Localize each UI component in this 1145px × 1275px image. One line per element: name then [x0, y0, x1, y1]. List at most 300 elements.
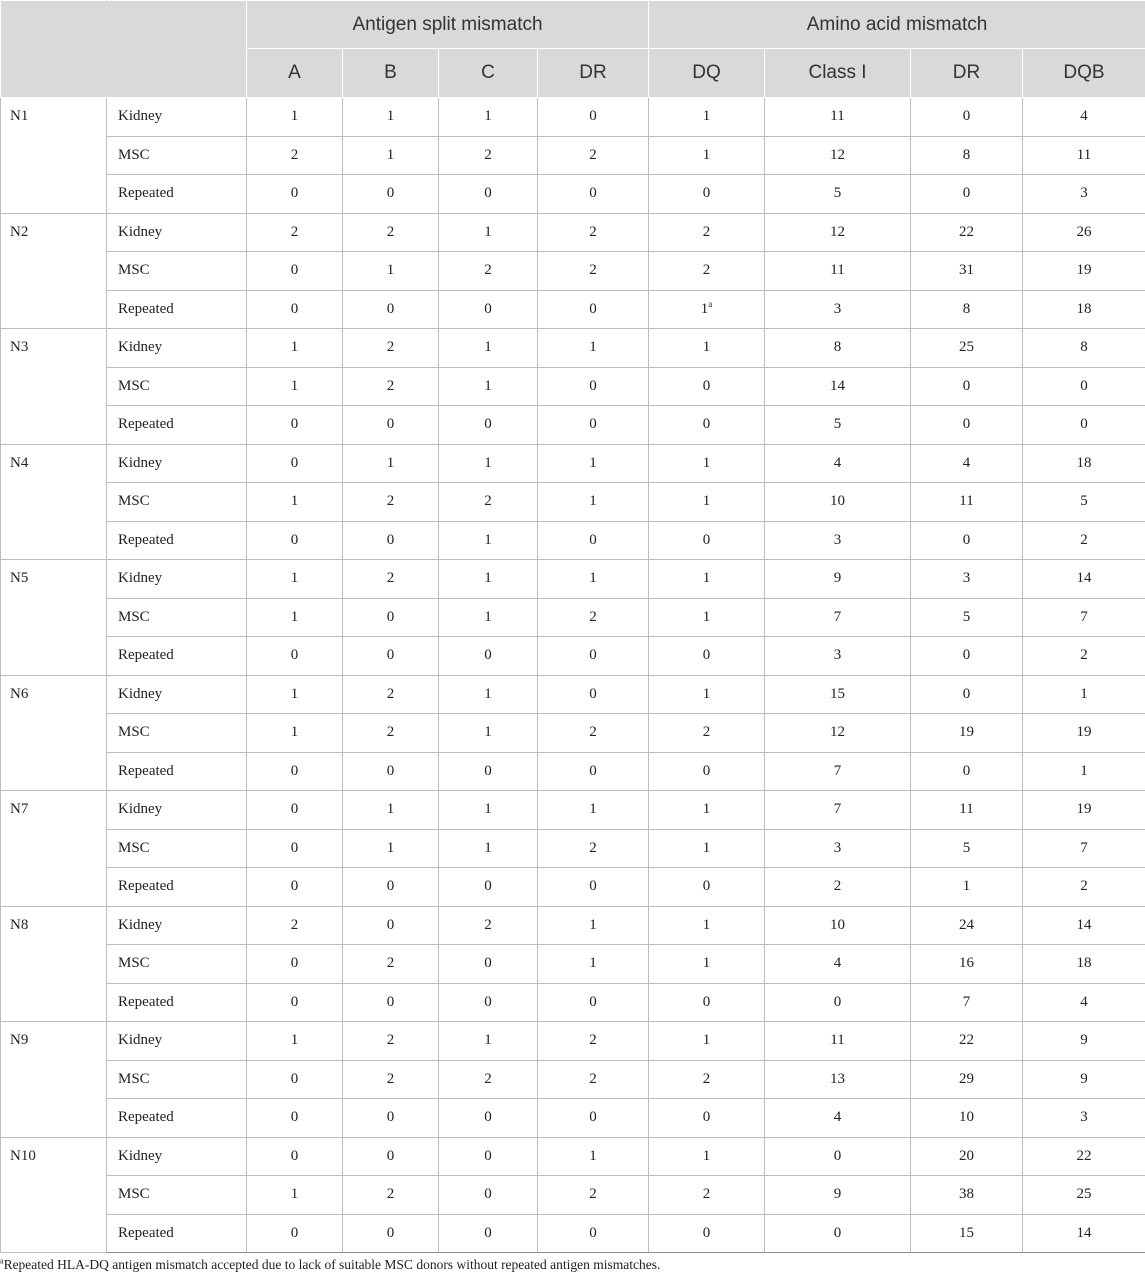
cell-value: 0: [702, 993, 711, 1010]
value-cell-c: [439, 714, 538, 753]
value-cell-dqb: [1023, 175, 1145, 214]
value-cell-a: [247, 290, 343, 329]
value-cell-class-i: [765, 752, 911, 791]
cell-value: 29: [959, 1070, 975, 1087]
cell-value: 0: [702, 416, 711, 433]
cell-value: 22: [1076, 1147, 1092, 1164]
cell-value: 2: [1080, 878, 1088, 895]
value-cell-class-i: [765, 98, 911, 137]
value-cell-dq: [649, 752, 765, 791]
cell-value: 5: [962, 608, 971, 625]
cell-value: 1: [702, 339, 711, 356]
value-cell-dqb: [1023, 983, 1145, 1022]
value-cell-a: [247, 1022, 343, 1061]
value-cell-dr: [538, 98, 649, 137]
value-cell-dr: [538, 752, 649, 791]
value-cell-b: [343, 367, 439, 406]
cell-value: 0: [589, 185, 597, 202]
cell-value: 2: [589, 1070, 597, 1087]
cell-value: 2: [386, 339, 395, 356]
cell-value: 1: [702, 1147, 711, 1164]
value-cell-c: [439, 406, 538, 445]
value-cell-dqb: [1023, 1060, 1145, 1099]
cell-value: 0: [290, 1147, 299, 1164]
value-cell-class-i: [765, 367, 911, 406]
cell-value: 1: [589, 339, 597, 356]
value-cell-dr-aa: [911, 98, 1023, 137]
cell-value: 22: [959, 223, 975, 240]
cell-value: 9: [833, 570, 842, 587]
cell-value: 0: [484, 416, 492, 433]
value-cell-c: [439, 213, 538, 252]
value-cell-dq: [649, 1137, 765, 1176]
cell-value: 11: [959, 493, 974, 510]
cell-value: 0: [484, 1224, 492, 1241]
cell-value: 8: [1080, 339, 1088, 356]
value-cell-dq: [649, 906, 765, 945]
cell-value: 1: [484, 839, 492, 856]
cell-value: 3: [962, 570, 971, 587]
value-cell-dqb: [1023, 367, 1145, 406]
value-cell-c: [439, 829, 538, 868]
value-cell-dr-aa: [911, 637, 1023, 676]
cell-value: 1: [484, 108, 492, 125]
value-cell-dr-aa: [911, 1060, 1023, 1099]
cell-value: 0: [589, 377, 597, 394]
cell-value: 1: [702, 146, 711, 163]
cell-value: 2: [386, 223, 395, 240]
value-cell-dqb: [1023, 252, 1145, 291]
tissue-cell: Repeated: [107, 1214, 247, 1253]
cell-value: 0: [589, 993, 597, 1010]
value-cell-dq: [649, 1060, 765, 1099]
value-cell-a: [247, 791, 343, 830]
value-cell-dr: [538, 1060, 649, 1099]
value-cell-c: [439, 791, 538, 830]
cell-value: 1: [702, 685, 711, 702]
table-row: [1, 791, 1145, 830]
header-col-b: B: [343, 49, 439, 98]
cell-value: 0: [702, 647, 711, 664]
cell-value: 0: [290, 300, 299, 317]
cell-value: 2: [290, 146, 299, 163]
cell-value: 1: [1080, 762, 1088, 779]
cell-value: 1: [1080, 685, 1088, 702]
value-cell-dr-aa: [911, 598, 1023, 637]
cell-value: 0: [1080, 377, 1088, 394]
cell-value: 38: [959, 1186, 975, 1203]
cell-value: 1: [386, 839, 395, 856]
value-cell-dq: [649, 1022, 765, 1061]
value-cell-dr-aa: [911, 983, 1023, 1022]
cell-value: 3: [1080, 1109, 1088, 1126]
value-cell-c: [439, 367, 538, 406]
value-cell-dr-aa: [911, 829, 1023, 868]
value-cell-dr: [538, 329, 649, 368]
value-cell-dr-aa: [911, 444, 1023, 483]
footnote-text: Repeated HLA-DQ antigen mismatch accepted due to lack of suitable MSC donors without repeated antigen mismatches.: [3, 1257, 661, 1272]
value-cell-dq: [649, 868, 765, 907]
cell-value: 1: [702, 570, 711, 587]
value-cell-dr-aa: [911, 521, 1023, 560]
value-cell-class-i: [765, 1176, 911, 1215]
cell-value: 2: [589, 1032, 597, 1049]
value-cell-dr: [538, 367, 649, 406]
cell-value: 12: [830, 724, 846, 741]
value-cell-c: [439, 752, 538, 791]
value-cell-dr: [538, 983, 649, 1022]
table-row: [1, 1137, 1145, 1176]
cell-value: 14: [1076, 916, 1092, 933]
cell-value: 0: [484, 993, 492, 1010]
value-cell-dq: [649, 791, 765, 830]
value-cell-dq: [649, 213, 765, 252]
cell-value: 1: [484, 1032, 492, 1049]
value-cell-a: [247, 868, 343, 907]
value-cell-a: [247, 483, 343, 522]
tissue-cell: Kidney: [107, 444, 247, 483]
footnote: [0, 1257, 660, 1273]
value-cell-dq: [649, 136, 765, 175]
value-cell-a: [247, 444, 343, 483]
value-cell-dr-aa: [911, 906, 1023, 945]
value-cell-dqb: [1023, 290, 1145, 329]
cell-value: 0: [290, 262, 299, 279]
value-cell-a: [247, 983, 343, 1022]
value-cell-a: [247, 98, 343, 137]
value-cell-dq: [649, 714, 765, 753]
value-cell-dqb: [1023, 444, 1145, 483]
cell-value: 0: [290, 185, 299, 202]
header-col-class-i: Class I: [765, 49, 911, 98]
cell-value: 11: [1076, 146, 1092, 163]
cell-value: 0: [290, 647, 299, 664]
cell-value: 0: [484, 1186, 492, 1203]
value-cell-dr-aa: [911, 1176, 1023, 1215]
table-row: [1, 637, 1145, 676]
cell-value: 0: [962, 762, 971, 779]
cell-value: 2: [589, 223, 597, 240]
header-col-dr: DR: [538, 49, 649, 98]
tissue-cell: Repeated: [107, 521, 247, 560]
cell-value: 1: [702, 955, 711, 972]
value-cell-a: [247, 598, 343, 637]
cell-value: 14: [830, 377, 846, 394]
value-cell-dr-aa: [911, 329, 1023, 368]
cell-value: 0: [386, 608, 395, 625]
cell-value: 0: [589, 1109, 597, 1126]
value-cell-c: [439, 290, 538, 329]
cell-value: 0: [589, 531, 597, 548]
cell-value: 0: [962, 377, 971, 394]
cell-value: 0: [484, 878, 492, 895]
value-cell-c: [439, 868, 538, 907]
cell-value: 1: [290, 108, 299, 125]
table-row: [1, 714, 1145, 753]
cell-value: 0: [833, 1224, 842, 1241]
cell-value: 1: [386, 146, 395, 163]
cell-value: 19: [1076, 801, 1092, 818]
cell-value: 2: [290, 223, 299, 240]
cell-value: 2: [589, 839, 597, 856]
cell-value: 1: [702, 839, 711, 856]
value-cell-b: [343, 406, 439, 445]
table-row: [1, 829, 1145, 868]
cell-value: 1: [702, 916, 711, 933]
value-cell-a: [247, 714, 343, 753]
cell-value: 2: [386, 724, 395, 741]
value-cell-dqb: [1023, 560, 1145, 599]
cell-value: 0: [290, 454, 299, 471]
tissue-cell: Kidney: [107, 675, 247, 714]
value-cell-dqb: [1023, 98, 1145, 137]
value-cell-c: [439, 906, 538, 945]
cell-value: 1: [290, 608, 299, 625]
value-cell-c: [439, 98, 538, 137]
value-cell-c: [439, 1022, 538, 1061]
cell-value: 0: [962, 647, 971, 664]
donor-cell: N7: [1, 791, 107, 907]
table-row: [1, 213, 1145, 252]
cell-value: 2: [702, 1070, 711, 1087]
value-cell-dr: [538, 252, 649, 291]
value-cell-b: [343, 752, 439, 791]
value-cell-dq: [649, 983, 765, 1022]
cell-value: 2: [589, 608, 597, 625]
value-cell-a: [247, 1137, 343, 1176]
table-row: [1, 329, 1145, 368]
value-cell-dqb: [1023, 906, 1145, 945]
value-cell-class-i: [765, 675, 911, 714]
value-cell-dqb: [1023, 675, 1145, 714]
cell-value: 0: [386, 531, 395, 548]
value-cell-a: [247, 213, 343, 252]
cell-value: 1: [484, 339, 492, 356]
value-cell-dq: [649, 598, 765, 637]
cell-value: 2: [484, 916, 492, 933]
value-cell-dqb: [1023, 1214, 1145, 1253]
cell-value: 0: [386, 185, 395, 202]
cell-value: 1: [290, 685, 299, 702]
table-row: [1, 290, 1145, 329]
value-cell-class-i: [765, 791, 911, 830]
cell-value: 2: [484, 146, 492, 163]
cell-value: 1: [700, 300, 709, 317]
cell-value: 1: [386, 454, 395, 471]
value-cell-dr-aa: [911, 175, 1023, 214]
cell-value: 0: [833, 993, 842, 1010]
cell-value: 0: [386, 647, 395, 664]
table-row: [1, 521, 1145, 560]
value-cell-dr: [538, 1214, 649, 1253]
value-cell-dqb: [1023, 945, 1145, 984]
cell-value: 0: [386, 1224, 395, 1241]
tissue-cell: Kidney: [107, 329, 247, 368]
cell-value: 0: [484, 1147, 492, 1164]
cell-value: 1: [386, 801, 395, 818]
cell-value: 2: [386, 1032, 395, 1049]
tissue-cell: MSC: [107, 367, 247, 406]
donor-cell: N8: [1, 906, 107, 1022]
value-cell-c: [439, 136, 538, 175]
value-cell-dr-aa: [911, 1137, 1023, 1176]
value-cell-dr: [538, 290, 649, 329]
table-body: [1, 98, 1145, 1253]
value-cell-dr: [538, 521, 649, 560]
value-cell-c: [439, 1137, 538, 1176]
table-row: [1, 752, 1145, 791]
value-cell-dqb: [1023, 213, 1145, 252]
cell-value: 2: [484, 493, 492, 510]
value-cell-b: [343, 290, 439, 329]
cell-value: 1: [484, 608, 492, 625]
table-row: [1, 367, 1145, 406]
cell-value: 10: [830, 916, 846, 933]
cell-value: 0: [962, 531, 971, 548]
cell-value: 14: [1076, 1224, 1092, 1241]
tissue-cell: MSC: [107, 136, 247, 175]
cell-value: 0: [386, 762, 395, 779]
cell-value: 2: [386, 685, 395, 702]
cell-value: 7: [833, 608, 842, 625]
value-cell-a: [247, 521, 343, 560]
cell-value: 0: [484, 762, 492, 779]
value-cell-c: [439, 521, 538, 560]
cell-value: 10: [959, 1109, 975, 1126]
value-cell-class-i: [765, 829, 911, 868]
cell-value: 1: [962, 878, 971, 895]
tissue-cell: Kidney: [107, 213, 247, 252]
value-cell-dqb: [1023, 1137, 1145, 1176]
value-cell-dq: [649, 1214, 765, 1253]
donor-cell: N4: [1, 444, 107, 560]
cell-value: 1: [290, 724, 299, 741]
value-cell-c: [439, 598, 538, 637]
cell-value: 1: [386, 262, 395, 279]
cell-value: 1: [484, 454, 492, 471]
value-cell-dr-aa: [911, 136, 1023, 175]
header-col-a: A: [247, 49, 343, 98]
cell-value: 3: [1080, 185, 1088, 202]
table-row: [1, 1176, 1145, 1215]
cell-value: 14: [1076, 570, 1092, 587]
cell-value: 0: [484, 647, 492, 664]
value-cell-dr-aa: [911, 791, 1023, 830]
value-cell-b: [343, 829, 439, 868]
value-cell-c: [439, 1099, 538, 1138]
value-cell-dr-aa: [911, 483, 1023, 522]
value-cell-dq: [649, 175, 765, 214]
cell-value: 0: [290, 531, 299, 548]
value-cell-dr: [538, 406, 649, 445]
cell-value: 0: [702, 531, 711, 548]
value-cell-class-i: [765, 175, 911, 214]
value-cell-a: [247, 906, 343, 945]
cell-value: 4: [1080, 108, 1088, 125]
value-cell-class-i: [765, 1214, 911, 1253]
value-cell-dr-aa: [911, 560, 1023, 599]
value-cell-dr: [538, 598, 649, 637]
tissue-cell: Repeated: [107, 637, 247, 676]
cell-value: 7: [1080, 839, 1088, 856]
cell-value: 15: [830, 685, 846, 702]
cell-value: 1: [702, 108, 711, 125]
cell-value: 0: [290, 1070, 299, 1087]
cell-value: 0: [290, 762, 299, 779]
cell-value: 1: [290, 570, 299, 587]
cell-value: 22: [959, 1032, 975, 1049]
cell-value: 1: [386, 108, 395, 125]
header-col-dqb: DQB: [1023, 49, 1145, 98]
cell-value: 2: [833, 878, 842, 895]
cell-value: 7: [833, 762, 842, 779]
value-cell-c: [439, 945, 538, 984]
value-cell-class-i: [765, 983, 911, 1022]
header-col-dq: DQ: [649, 49, 765, 98]
value-cell-dr-aa: [911, 752, 1023, 791]
value-cell-b: [343, 98, 439, 137]
value-cell-dq: [649, 444, 765, 483]
cell-value: 0: [702, 878, 711, 895]
value-cell-a: [247, 406, 343, 445]
cell-value: 3: [833, 839, 842, 856]
cell-value: 7: [1080, 608, 1088, 625]
value-cell-b: [343, 252, 439, 291]
value-cell-dr-aa: [911, 367, 1023, 406]
value-cell-dr-aa: [911, 213, 1023, 252]
value-cell-dr-aa: [911, 1214, 1023, 1253]
value-cell-class-i: [765, 1099, 911, 1138]
value-cell-dqb: [1023, 752, 1145, 791]
value-cell-a: [247, 1099, 343, 1138]
cell-value: 1: [290, 377, 299, 394]
cell-value: 18: [1076, 454, 1092, 471]
value-cell-b: [343, 906, 439, 945]
cell-value: 0: [833, 1147, 842, 1164]
value-cell-class-i: [765, 637, 911, 676]
value-cell-class-i: [765, 521, 911, 560]
cell-value: 12: [830, 223, 846, 240]
cell-value: 0: [290, 878, 299, 895]
value-cell-dqb: [1023, 521, 1145, 560]
donor-cell: N5: [1, 560, 107, 676]
value-cell-class-i: [765, 560, 911, 599]
cell-value: 1: [702, 454, 711, 471]
value-cell-dr: [538, 675, 649, 714]
value-cell-c: [439, 329, 538, 368]
cell-value: 18: [1076, 955, 1092, 972]
value-cell-dqb: [1023, 483, 1145, 522]
cell-value: 0: [386, 878, 395, 895]
value-cell-c: [439, 444, 538, 483]
value-cell-class-i: [765, 483, 911, 522]
cell-value: 31: [959, 262, 975, 279]
footnote-marker-ref: a: [708, 298, 713, 309]
value-cell-a: [247, 1060, 343, 1099]
cell-value: 0: [589, 416, 597, 433]
cell-value: 1: [290, 339, 299, 356]
cell-value: 9: [1080, 1070, 1088, 1087]
value-cell-b: [343, 1022, 439, 1061]
cell-value: 2: [589, 146, 597, 163]
value-cell-b: [343, 1060, 439, 1099]
cell-value: 0: [386, 416, 395, 433]
cell-value: 2: [589, 262, 597, 279]
value-cell-dq: [649, 1099, 765, 1138]
table-row: [1, 906, 1145, 945]
cell-value: 1: [290, 1032, 299, 1049]
value-cell-b: [343, 675, 439, 714]
